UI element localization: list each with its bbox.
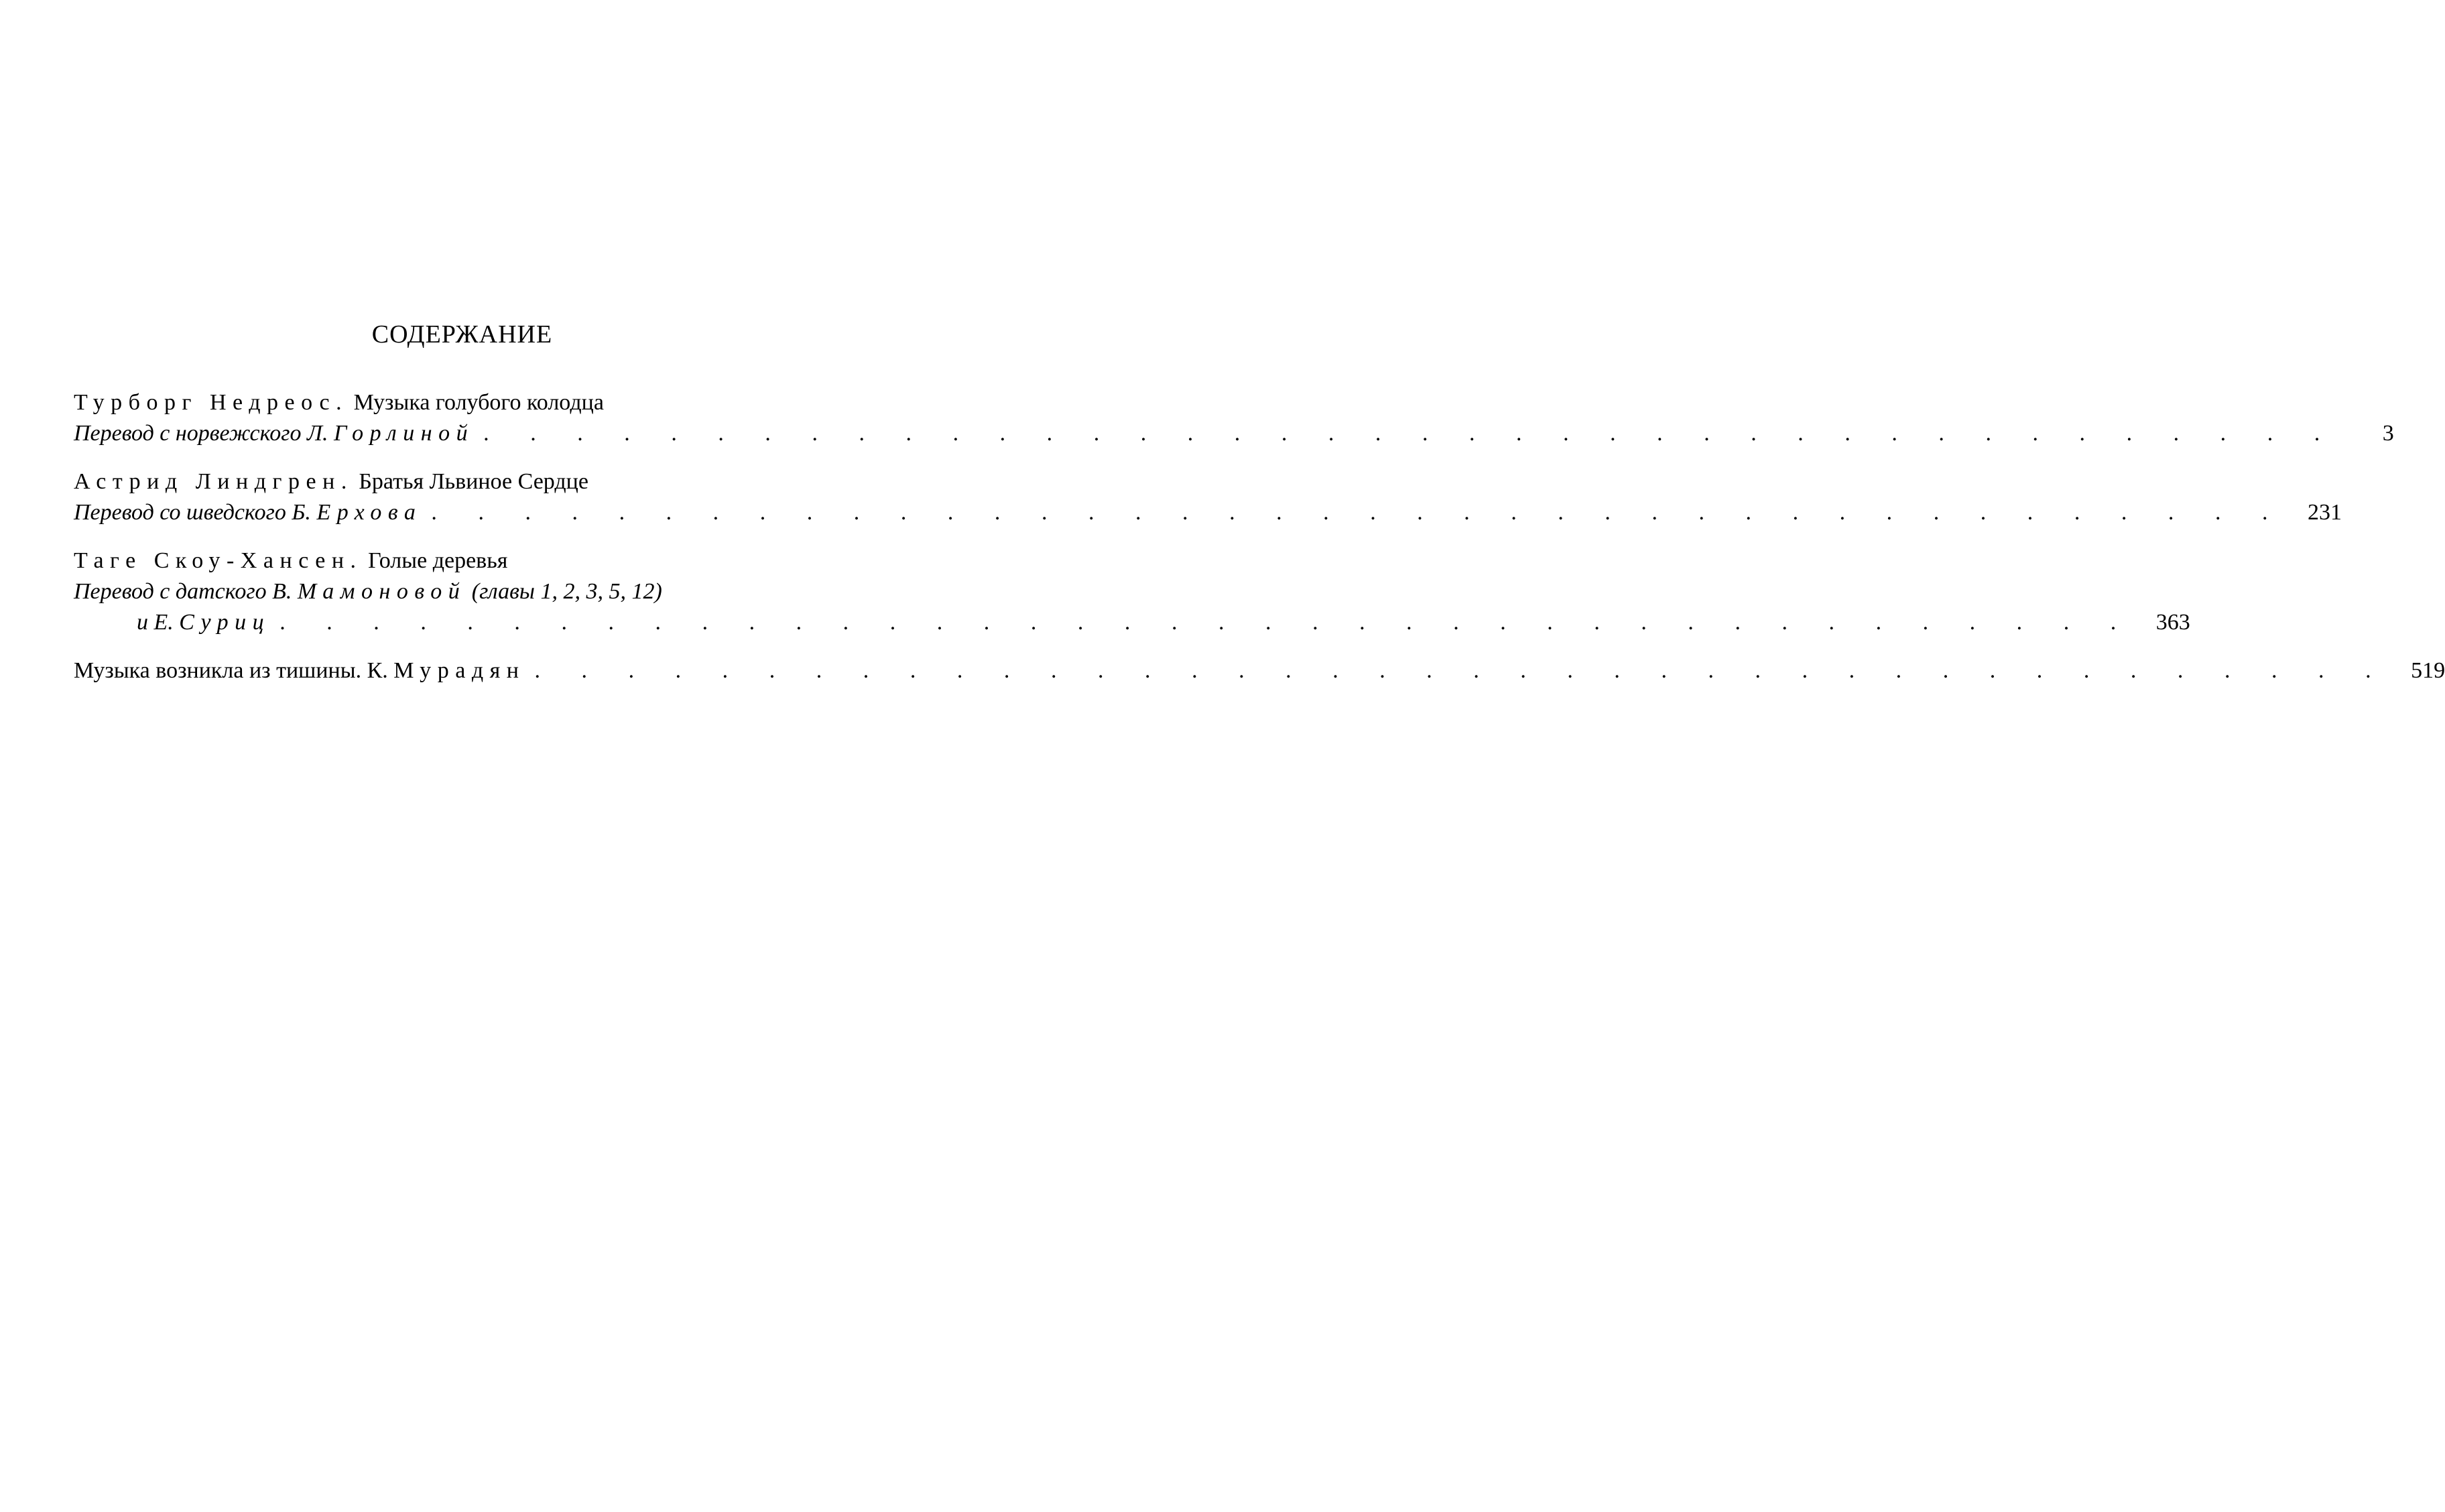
translation-prefix: Перевод со шведского Б.	[74, 500, 311, 525]
toc-entry-heading	[74, 387, 851, 418]
page-number: 363	[2155, 610, 2190, 635]
translator-name: Горлиной	[334, 421, 475, 446]
author-name: Турборг Недреос.	[74, 390, 349, 415]
translation-credit	[137, 607, 270, 638]
translation-prefix: Перевод с датского В.	[74, 579, 292, 604]
translation-credit	[74, 418, 474, 449]
translator-name: Ерхова	[316, 500, 422, 525]
author-initial: К.	[367, 658, 388, 683]
toc-entry	[74, 546, 2190, 638]
toc-entry	[74, 387, 2394, 449]
toc-entry-heading	[74, 466, 851, 497]
translation-prefix: и Е.	[137, 610, 174, 635]
translation-line	[74, 607, 2190, 638]
table-of-contents	[74, 387, 2445, 686]
translation-credit	[74, 497, 422, 528]
page-number: 3	[2382, 421, 2394, 446]
translation-line	[74, 576, 851, 607]
work-title: Голые деревья	[368, 548, 508, 573]
dot-leader: . . . . . . . . . . . . . . . . . . . . . . . . . . . . . . . . . . . . . . . .	[279, 610, 2134, 635]
toc-entry	[74, 655, 2445, 686]
page-number: 519	[2411, 658, 2445, 683]
page-number: 231	[2308, 500, 2342, 525]
translator-name: Суриц	[179, 610, 271, 635]
toc-entry	[74, 466, 2342, 528]
page-title: СОДЕРЖАНИЕ	[371, 320, 553, 349]
author-name: Мурадян	[393, 658, 525, 683]
work-title: Музыка возникла из тишины.	[74, 658, 362, 683]
translation-line	[74, 418, 2394, 449]
translator-name: Мамоновой	[297, 579, 466, 604]
afterword-credit	[74, 655, 525, 686]
afterword-line	[74, 655, 2445, 686]
dot-leader: . . . . . . . . . . . . . . . . . . . . . . . . . . . . . . . . . . . . . . . .	[483, 421, 2338, 446]
dot-leader: . . . . . . . . . . . . . . . . . . . . . . . . . . . . . . . . . . . . . . . .	[431, 500, 2286, 525]
translation-prefix: Перевод с норвежского Л.	[74, 421, 328, 446]
author-name: Астрид Линдгрен.	[74, 469, 353, 494]
dot-leader: . . . . . . . . . . . . . . . . . . . . . . . . . . . . . . . . . . . . . . . .	[534, 658, 2389, 683]
author-name: Таге Скоу-Хансен.	[74, 548, 363, 573]
toc-entry-heading	[74, 546, 851, 576]
work-title: Братья Львиное Сердце	[359, 469, 588, 494]
work-title: Музыка голубого колодца	[353, 390, 604, 415]
translation-note: (главы 1, 2, 3, 5, 12)	[471, 579, 662, 604]
translation-line	[74, 497, 2342, 528]
